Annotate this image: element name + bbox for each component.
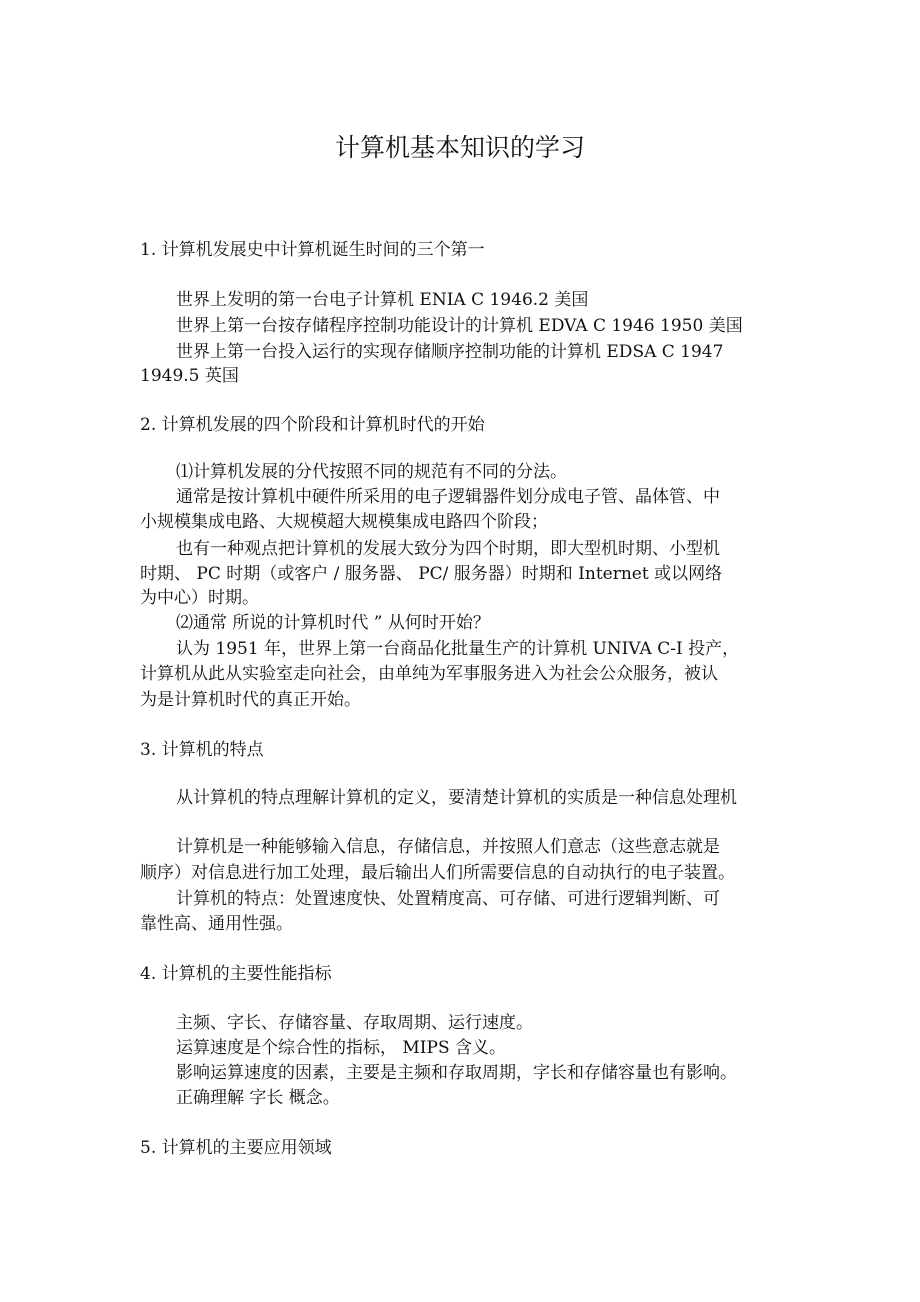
section-1-heading: 1. 计算机发展史中计算机诞生时间的三个第一 — [140, 240, 485, 260]
section-3-heading: 3. 计算机的特点 — [140, 740, 264, 760]
s2-paragraph-5-line-1: 认为 1951 年，世界上第一台商品化批量生产的计算机 UNIVA C-I 投产， — [176, 639, 740, 659]
s2-paragraph-3-line-3: 为中心）时期。 — [140, 588, 259, 608]
s2-paragraph-3-line-1: 也有一种观点把计算机的发展大致分为四个时期，即大型机时期、小型机 — [176, 539, 720, 559]
section-4-heading: 4. 计算机的主要性能指标 — [140, 964, 332, 984]
s1-paragraph-2: 世界上第一台按存储程序控制功能设计的计算机 EDVA C 1946 1950 美国 — [176, 316, 743, 336]
s2-paragraph-5-line-2: 计算机从此从实验室走向社会，由单纯为军事服务进入为社会公众服务，被认 — [140, 664, 718, 684]
s3-paragraph-3-line-1: 计算机的特点：处置速度快、处置精度高、可存储、可进行逻辑判断、可 — [176, 889, 720, 909]
s3-paragraph-2-line-1: 计算机是一种能够输入信息，存储信息，并按照人们意志（这些意志就是 — [176, 837, 720, 857]
s2-paragraph-3-line-2: 时期、 PC 时期（或客户 / 服务器、 PC/ 服务器）时期和 Internet 或以网络 — [140, 564, 723, 584]
s4-paragraph-3: 影响运算速度的因素，主要是主频和存取周期，字长和存储容量也有影响。 — [176, 1063, 737, 1083]
s1-paragraph-3-line-2: 1949.5 英国 — [140, 366, 239, 386]
s4-paragraph-2: 运算速度是个综合性的指标， MIPS 含义。 — [176, 1038, 507, 1058]
page-title: 计算机基本知识的学习 — [334, 133, 585, 162]
s3-paragraph-1: 从计算机的特点理解计算机的定义，要清楚计算机的实质是一种信息处理机 — [176, 788, 737, 808]
section-5-heading: 5. 计算机的主要应用领域 — [140, 1138, 332, 1158]
s1-paragraph-1: 世界上发明的第一台电子计算机 ENIA C 1946.2 美国 — [176, 290, 589, 310]
s3-paragraph-2-line-2: 顺序）对信息进行加工处理，最后输出人们所需要信息的自动执行的电子装置。 — [140, 863, 735, 883]
s4-paragraph-1: 主频、字长、存储容量、存取周期、运行速度。 — [176, 1013, 533, 1033]
s2-paragraph-1: ⑴计算机发展的分代按照不同的规范有不同的分法。 — [176, 462, 567, 482]
s2-paragraph-5-line-3: 为是计算机时代的真正开始。 — [140, 690, 361, 710]
s3-paragraph-3-line-2: 靠性高、通用性强。 — [140, 914, 293, 934]
s1-paragraph-3-line-1: 世界上第一台投入运行的实现存储顺序控制功能的计算机 EDSA C 1947 — [176, 342, 724, 362]
s2-paragraph-2-line-2: 小规模集成电路、大规模超大规模集成电路四个阶段； — [140, 512, 548, 532]
s2-paragraph-2-line-1: 通常是按计算机中硬件所采用的电子逻辑器件划分成电子管、晶体管、中 — [176, 487, 720, 507]
s4-paragraph-4: 正确理解 字长 概念。 — [176, 1088, 340, 1108]
s2-paragraph-4: ⑵通常 所说的计算机时代 ” 从何时开始？ — [176, 613, 490, 633]
section-2-heading: 2. 计算机发展的四个阶段和计算机时代的开始 — [140, 415, 485, 435]
